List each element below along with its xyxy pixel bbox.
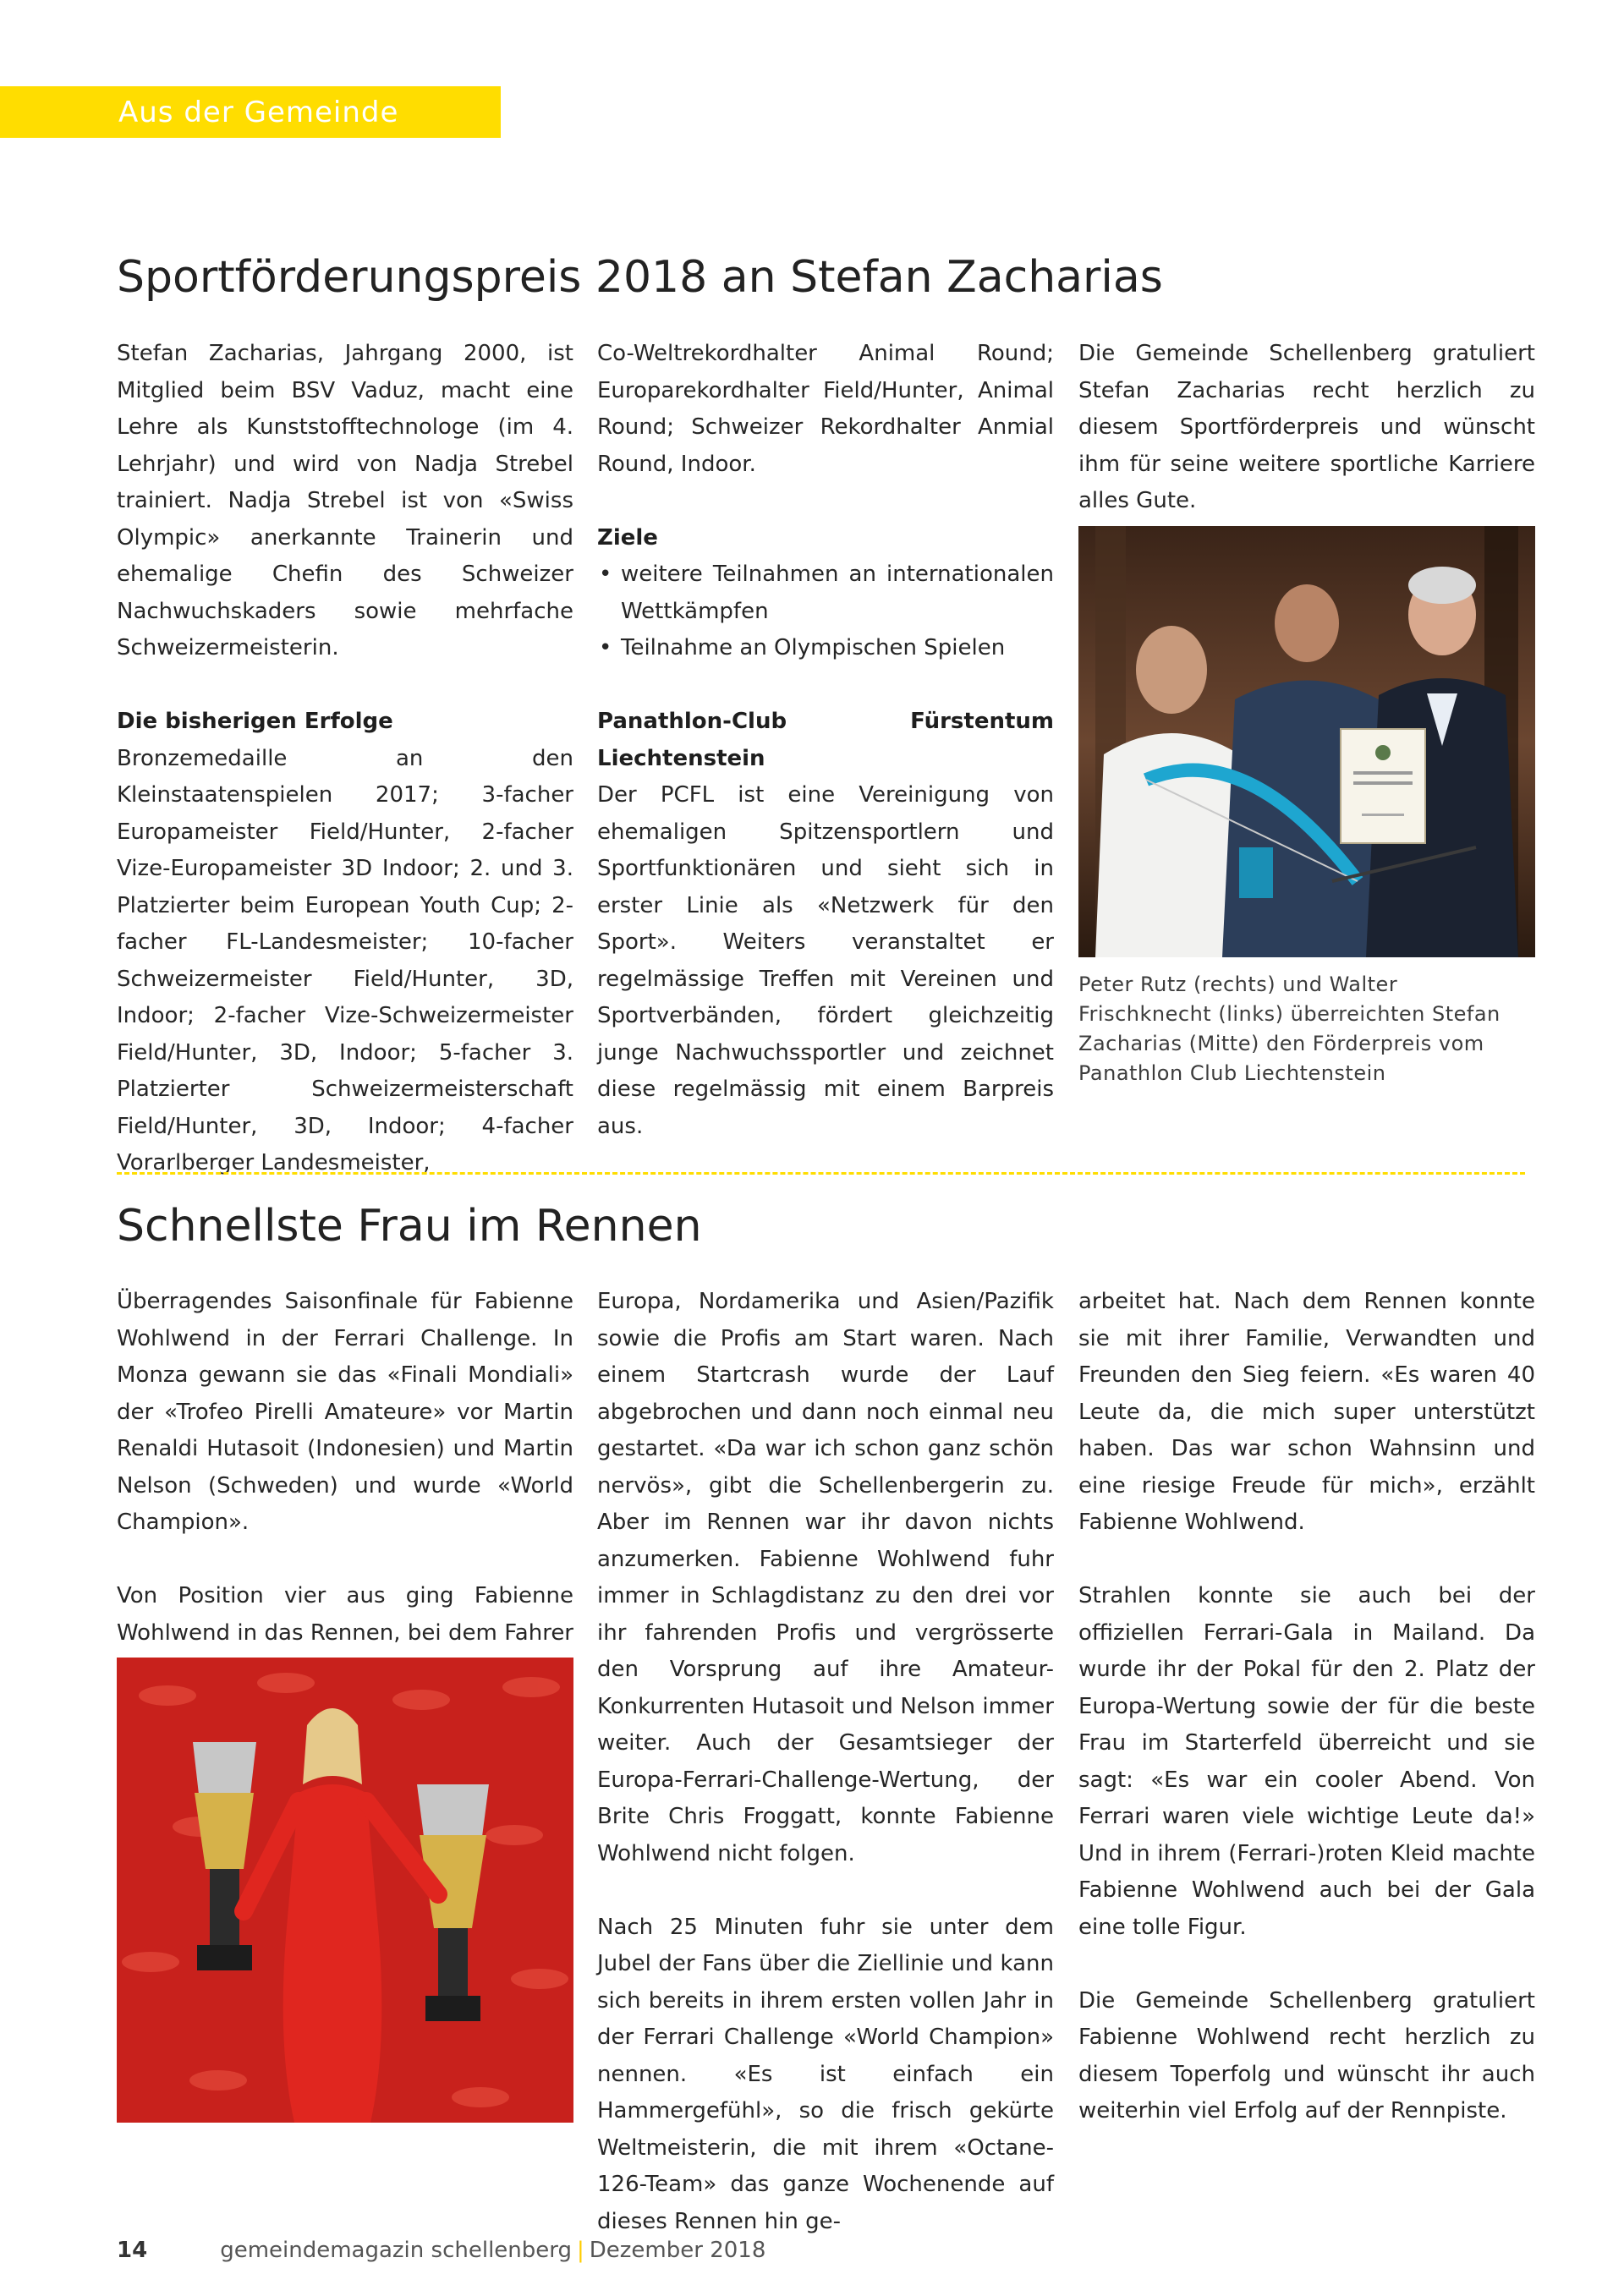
- article2-paragraph: Die Gemeinde Schellenberg gratuliert Fabienne Wohlwend recht herzlich zu diesem Toperfolg und wünscht ihr auch weiterhin viel Erfolg auf der Rennpiste.: [1078, 1987, 1535, 2123]
- page-footer: [117, 2238, 765, 2263]
- article1-title: Sportförderungspreis 2018 an Stefan Zacharias: [117, 252, 1163, 303]
- ziele-heading: Ziele: [597, 524, 658, 551]
- ziele-list: [597, 556, 1054, 667]
- award-photo-illustration: [1078, 526, 1535, 957]
- records-text: Co-Weltrekordhalter Animal Round; Europarekordhalter Field/Hunter, Animal Round; Schweizer Rekordhalter Anmial Round, Indoor.: [597, 341, 1054, 477]
- erfolge-heading: Die bisherigen Erfolge: [117, 709, 393, 734]
- section-divider: [117, 1172, 1525, 1175]
- section-tag: [0, 86, 501, 138]
- article2-column-1: [117, 1284, 573, 1689]
- article2-paragraph: Strahlen konnte sie auch bei der offiziellen Ferrari-Gala in Mailand. Da wurde ihr der Pokal für den 2. Platz der Europa-Wertung sowie der für die beste Frau im Starterfeld überreicht und sie sagt: «Es war ein cooler Abend. Von Ferrari waren viele wichtige Leute da!» Und in ihrem (Ferrari-)roten Kleid machte Fabienne Wohlwend auch bei der Gala eine tolle Figur.: [1078, 1583, 1535, 1940]
- article2-paragraph: Von Position vier aus ging Fabienne Wohlwend in das Rennen, bei dem Fahrer: [117, 1583, 573, 1646]
- article2-paragraph: Überragendes Saisonfinale für Fabienne Wohlwend in der Ferrari Challenge. In Monza gewann sie das «Finali Mondiali» der «Trofeo Pirelli Amateure» vor Martin Renaldi Hutasoit (Indonesien) und Martin Nelson (Schweden) und wurde «World Champion».: [117, 1289, 573, 1535]
- article1-column-1: [117, 336, 573, 1182]
- article1-column-2: [597, 336, 1054, 1145]
- award-photo: [1078, 526, 1535, 957]
- ziele-item: • weitere Teilnahmen an internationalen Wettkämpfen: [597, 556, 1054, 630]
- erfolge-text: Bronzemedaille an den Kleinstaatenspielen 2017; 3-facher Europameister Field/Hunter, 2-facher Vize-Europameister 3D Indoor; 2. und 3. Platzierter beim European Youth Cup; 2-facher FL-Landesmeister; 10-facher Schweizermeister Field/Hunter, 3D, Indoor; 2-facher Vize-Schweizermeister Field/Hunter, 3D, Indoor; 5-facher 3. Platzierter Schweizermeisterschaft Field/Hunter, 3D, Indoor; 4-facher Vorarlberger Landesmeister,: [117, 745, 573, 1175]
- trophy-photo-illustration: [117, 1658, 573, 2123]
- issue-date: Dezember 2018: [589, 2238, 766, 2263]
- section-tag-label: Aus der Gemeinde: [118, 95, 399, 129]
- article2-paragraph: Europa, Nordamerika und Asien/Pazifik sowie die Profis am Start waren. Nach einem Startcrash wurde der Lauf abgebrochen und dann noch einmal neu gestartet. «Da war ich schon ganz schön nervös», gibt die Schellenbergerin zu. Aber im Rennen war ihr davon nichts anzumerken. Fabienne Wohlwend fuhr immer in Schlagdistanz zu den drei vor ihr fahrenden Profis und vergrösserte den Vorsprung auf ihre Amateur-Konkurrenten Hutasoit und Nelson immer weiter. Auch der Gesamtsieger der Europa-Ferrari-Challenge-Wertung, der Brite Chris Froggatt, konnte Fabienne Wohlwend nicht folgen.: [597, 1289, 1054, 1866]
- panathlon-heading: Panathlon-Club Fürstentum Liechtenstein: [597, 709, 1054, 771]
- article1-congrats: Die Gemeinde Schellenberg gratuliert Stefan Zacharias recht herzlich zu diesem Sportförderpreis und wünscht ihm für seine weitere sportliche Karriere alles Gute.: [1078, 341, 1535, 513]
- article2-column-3: [1078, 1284, 1535, 2130]
- page-number: 14: [117, 2238, 148, 2263]
- award-photo-caption: Peter Rutz (rechts) und Walter Frischknecht (links) überreichten Stefan Zacharias (Mitte) den Förderpreis vom Panathlon Club Liechtenstein: [1078, 973, 1501, 1085]
- article1-intro: Stefan Zacharias, Jahrgang 2000, ist Mitglied beim BSV Vaduz, macht eine Lehre als Kunststofftechnologe (im 4. Lehrjahr) und wird von Nadja Strebel trainiert. Nadja Strebel ist von «Swiss Olympic» anerkannte Trainerin und ehemalige Chefin des Schweizer Nachwuchskaders sowie mehrfache Schweizermeisterin.: [117, 341, 573, 660]
- article2-paragraph: arbeitet hat. Nach dem Rennen konnte sie mit ihrer Familie, Verwandten und Freunden den Sieg feiern. «Es waren 40 Leute da, die mich super unterstützt haben. Das war schon Wahnsinn und eine riesige Freude für mich», erzählt Fabienne Wohlwend.: [1078, 1289, 1535, 1535]
- footer-separator: |: [577, 2238, 584, 2263]
- article2-paragraph: Nach 25 Minuten fuhr sie unter dem Jubel der Fans über die Ziellinie und kann sich bereits in ihrem ersten vollen Jahr in der Ferrari Challenge «World Champion» nennen. «Es ist einfach ein Hammergefühl», so die frisch gekürte Weltmeisterin, die mit ihrem «Octane-126-Team» das ganze Wochenende auf dieses Rennen hin ge-: [597, 1914, 1054, 2234]
- article2-title: Schnellste Frau im Rennen: [117, 1201, 702, 1252]
- magazine-name: gemeindemagazin schellenberg: [220, 2238, 572, 2263]
- panathlon-text: Der PCFL ist eine Vereinigung von ehemaligen Spitzensportlern und Sportfunktionären und sieht sich in erster Linie als «Netzwerk für den Sport». Weiters veranstaltet er regelmässige Treffen mit Vereinen und Sportverbänden, fördert gleichzeitig junge Nachwuchssportler und zeichnet diese regelmässig mit einem Barpreis aus.: [597, 782, 1054, 1139]
- trophy-photo: [117, 1658, 573, 2123]
- ziele-item: • Teilnahme an Olympischen Spielen: [597, 630, 1054, 667]
- article2-column-2: [597, 1284, 1054, 2240]
- article1-column-3: [1078, 336, 1535, 520]
